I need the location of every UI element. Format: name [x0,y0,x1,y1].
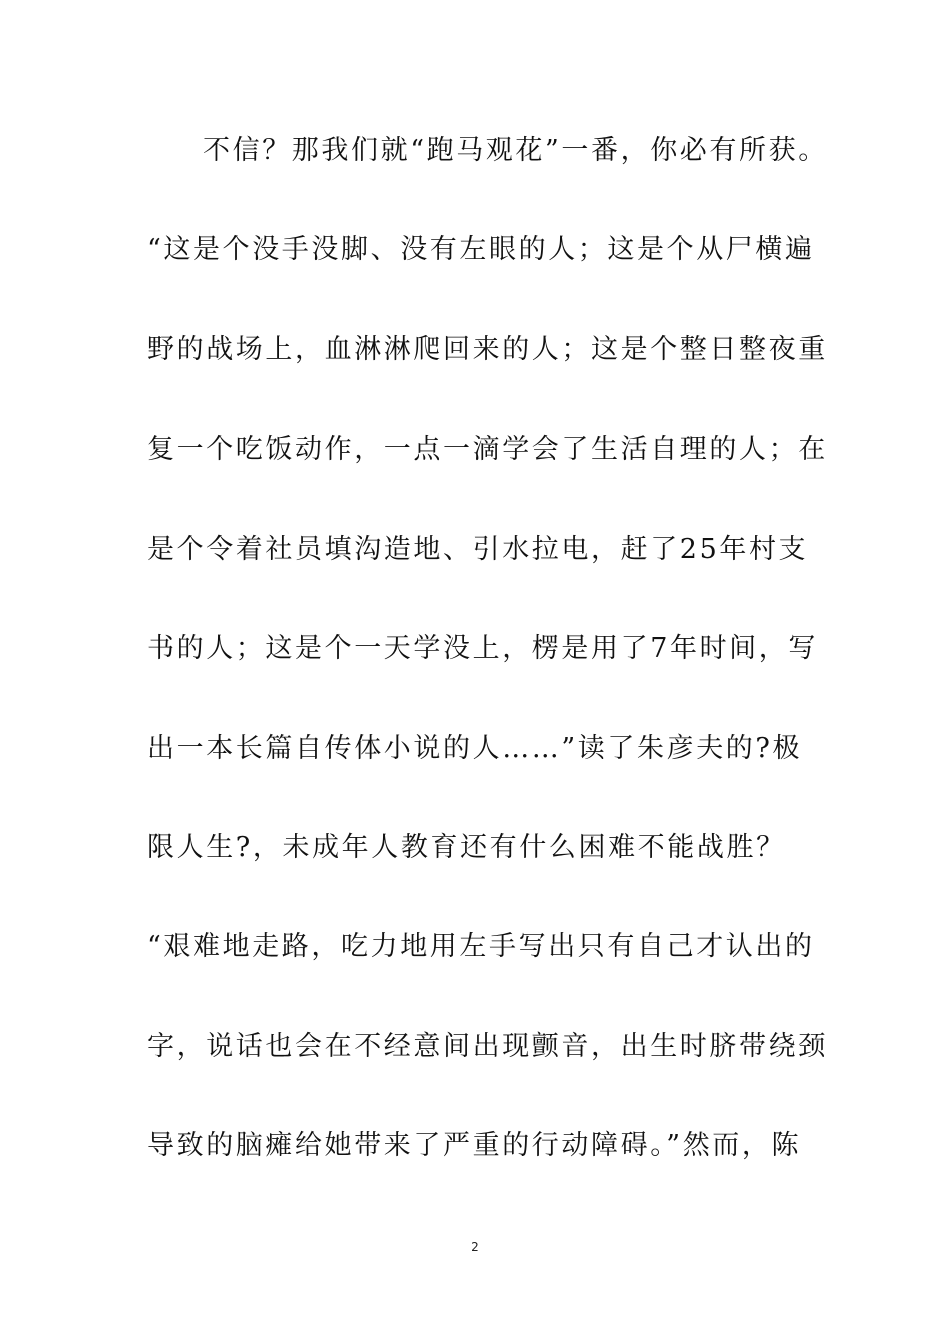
text-line: “这是个没手没脚、没有左眼的人；这是个从尸横遍 [147,234,815,265]
text-line: 野的战场上，血淋淋爬回来的人；这是个整日整夜重 [147,334,828,365]
text-line: 限人生?，未成年人教育还有什么困难不能战胜？ [147,832,786,863]
text-line: 出一本长篇自传体小说的人……”读了朱彦夫的?极 [147,733,803,764]
text-line: 是个令着社员填沟造地、引水拉电，赶了25年村支 [147,534,809,565]
text-line: 字，说话也会在不经意间出现颤音，出生时脐带绕颈 [147,1031,828,1062]
text-line: 复一个吃饭动作，一点一滴学会了生活自理的人；在 [147,434,828,465]
text-line: 导致的脑瘫给她带来了严重的行动障碍。”然而，陈 [147,1130,802,1161]
text-line: 书的人；这是个一天学没上，楞是用了7年时间，写 [147,633,818,664]
text-line: “艰难地走路，吃力地用左手写出只有自己才认出的 [147,931,815,962]
text-line: 不信？那我们就“跑马观花”一番，你必有所获。 [203,135,828,166]
page-number: 2 [471,1240,479,1254]
